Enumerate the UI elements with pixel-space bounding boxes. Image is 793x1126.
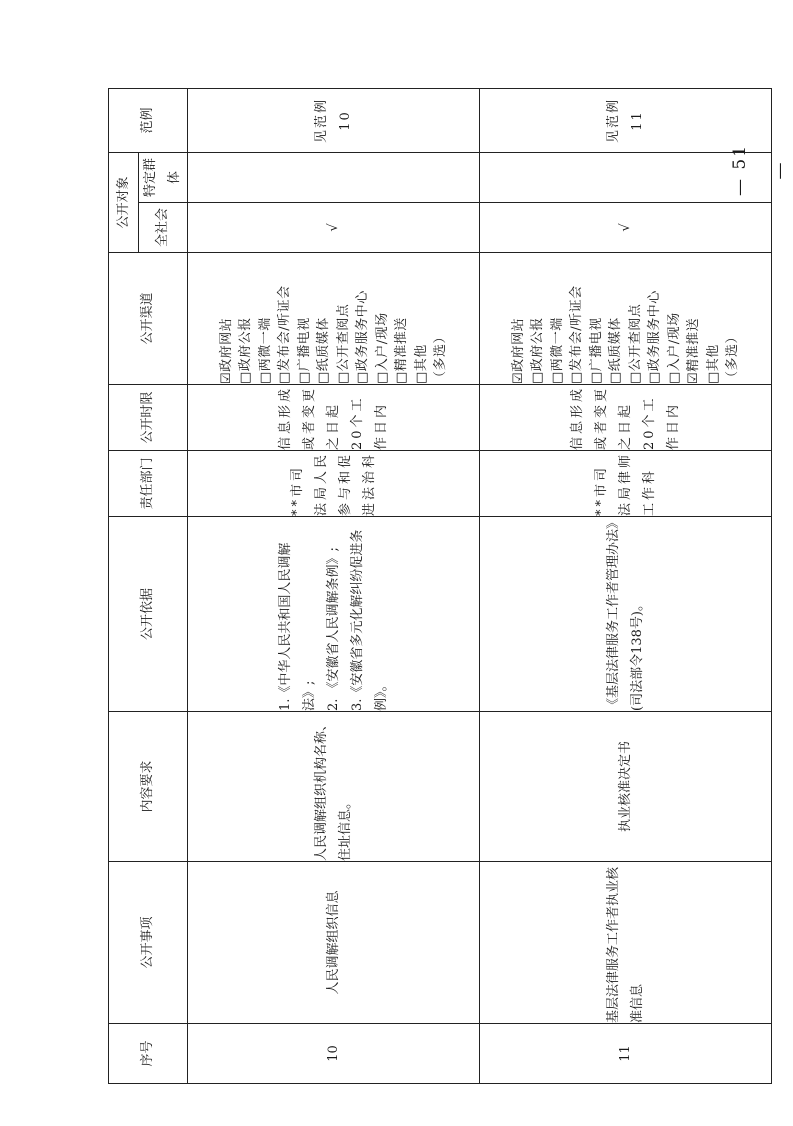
rotated-table-page <box>108 89 756 1084</box>
row-basis <box>480 517 772 712</box>
channel-item: ☑精准推送 <box>686 317 701 384</box>
table-row <box>480 88 772 1083</box>
channel-item: □发布会/听证会 <box>569 285 584 384</box>
row-dept: **市司法局人民参与和促进法治科 <box>188 451 480 517</box>
channel-item: □广播电视 <box>588 317 604 384</box>
channel-item: ☑政府网站 <box>218 317 234 384</box>
channel-item: □入户/现场 <box>374 312 390 384</box>
table-row <box>188 88 480 1083</box>
channel-item: □政务服务中心 <box>355 290 370 384</box>
row-target-specific <box>188 152 480 202</box>
header-seq: 序号 <box>109 1024 188 1084</box>
row-basis <box>188 517 480 712</box>
row-seq: 10 <box>188 1024 480 1084</box>
channel-item: □两微一端 <box>257 317 273 384</box>
row-seq: 11 <box>480 1024 772 1084</box>
channel-item: □纸质媒体 <box>316 317 331 384</box>
row-target-all: √ <box>188 203 480 253</box>
channel-item: □政务服务中心 <box>647 290 662 384</box>
channel-item: □发布会/听证会 <box>277 285 292 384</box>
row-content: 人民调解组织机构名称、住址信息。 <box>188 712 480 862</box>
row-target-all: √ <box>480 203 772 253</box>
row-item: 基层法律服务工作者执业核准信息 <box>480 862 772 1024</box>
channel-item: □精准推送 <box>394 317 409 384</box>
basis-line: 3.《安徽省多元化解纠纷促进条例》。 <box>349 529 389 711</box>
channel-item: （多选） <box>725 329 740 384</box>
row-time: 信息形成或者变更之日起20个工作日内 <box>188 385 480 451</box>
header-target: 公开对象 <box>109 152 139 252</box>
channel-item: □两微一端 <box>549 317 565 384</box>
header-target-specific: 特定群体 <box>139 152 188 202</box>
row-example: 见范例10 <box>188 88 480 152</box>
channel-item: □公开查阅点 <box>335 303 351 384</box>
disclosure-table <box>108 88 790 1084</box>
row-content: 执业核准决定书 <box>480 712 772 862</box>
header-channel: 公开渠道 <box>109 253 188 385</box>
header-target-all: 全社会 <box>139 203 188 253</box>
basis-line: 1.《中华人民共和国人民调解法》; <box>277 542 317 711</box>
row-example: 见范例11 <box>480 88 772 152</box>
channel-item: □广播电视 <box>296 317 312 384</box>
channel-item: □入户/现场 <box>666 312 682 384</box>
channel-item: □其他 <box>413 344 429 384</box>
row-dept: **市司法局律师工作科 <box>480 451 772 517</box>
header-time: 公开时限 <box>109 385 188 451</box>
header-item: 公开事项 <box>109 862 188 1024</box>
row-time: 信息形成或者变更之日起20个工作日内 <box>480 385 772 451</box>
row-channels <box>188 253 480 385</box>
channel-item: （多选） <box>433 329 448 384</box>
row-item: 人民调解组织信息 <box>188 862 480 1024</box>
page-number: — 51 — <box>730 143 790 197</box>
basis-line: 2. 《安徽省人民调解条例》; <box>325 547 341 711</box>
row-channels <box>480 253 772 385</box>
channel-item: □公开查阅点 <box>627 303 643 384</box>
channel-item: □纸质媒体 <box>608 317 623 384</box>
channel-item: □政府公报 <box>530 317 545 384</box>
header-row-1 <box>109 88 139 1083</box>
basis-line: 《基层法律服务工作者管理办法》(司法部令138号)。 <box>605 522 645 711</box>
channel-item: ☑政府网站 <box>510 317 526 384</box>
header-dept: 责任部门 <box>109 451 188 517</box>
header-basis: 公开依据 <box>109 517 188 712</box>
header-content: 内容要求 <box>109 712 188 862</box>
channel-item: □其他 <box>705 344 721 384</box>
header-example: 范例 <box>109 88 188 152</box>
channel-item: □政府公报 <box>238 317 253 384</box>
